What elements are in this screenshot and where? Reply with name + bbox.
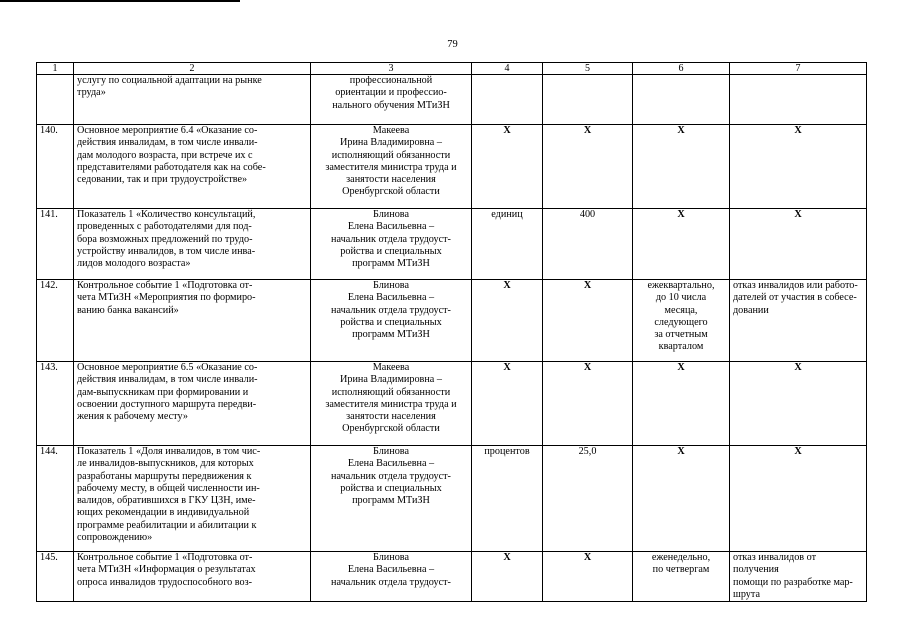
header-cell: 4	[472, 63, 543, 75]
row-number: 145.	[37, 552, 74, 602]
unit-cell: Х	[472, 280, 543, 362]
table-row	[37, 446, 867, 552]
measures-table	[36, 62, 867, 602]
table-row	[37, 552, 867, 602]
risk-cell: Х	[730, 362, 867, 446]
row-number	[37, 75, 74, 125]
term-cell: Х	[633, 446, 730, 552]
table-row	[37, 125, 867, 209]
value-cell: 400	[543, 209, 633, 280]
table-row	[37, 362, 867, 446]
term-cell: Х	[633, 209, 730, 280]
risk-cell: отказ инвалидов от получения помощи по разработке мар- шрута	[730, 552, 867, 602]
term-cell: еженедельно, по четвергам	[633, 552, 730, 602]
value-cell: Х	[543, 552, 633, 602]
header-cell: 2	[74, 63, 311, 75]
row-number: 142.	[37, 280, 74, 362]
responsible-person: Блинова Елена Васильевна – начальник отдела трудоуст-	[311, 552, 472, 602]
measure-name: услугу по социальной адаптации на рынке труда»	[74, 75, 311, 125]
row-number: 140.	[37, 125, 74, 209]
responsible-person: Блинова Елена Васильевна – начальник отдела трудоуст- ройства и специальных программ МТиЗН	[311, 209, 472, 280]
unit-cell	[472, 75, 543, 125]
measure-name: Показатель 1 «Доля инвалидов, в том чис- ле инвалидов-выпускников, для которых разработаны маршруты передвижения к рабочему месту, в общей численности ин- валидов, обратившихся в ГКУ ЦЗН, име- ющих рекомендации в индивидуальной программе реабилитации и абилитации к сопровождению»	[74, 446, 311, 552]
header-cell: 6	[633, 63, 730, 75]
unit-cell: процентов	[472, 446, 543, 552]
table-row	[37, 280, 867, 362]
responsible-person: Макеева Ирина Владимировна – исполняющий обязанности заместителя министра труда и занятости населения Оренбургской области	[311, 362, 472, 446]
risk-cell	[730, 75, 867, 125]
table-row	[37, 209, 867, 280]
term-cell: ежеквартально, до 10 числа месяца, следующего за отчетным кварталом	[633, 280, 730, 362]
row-number: 141.	[37, 209, 74, 280]
risk-cell: Х	[730, 209, 867, 280]
measure-name: Основное мероприятие 6.4 «Оказание со- действия инвалидам, в том числе инвали- дам молодого возраста, при встрече их с представителями работодателя как на собе- седовании, так и при трудоустройстве»	[74, 125, 311, 209]
term-cell	[633, 75, 730, 125]
top-rule	[0, 0, 240, 2]
risk-cell: отказ инвалидов или работо- дателей от участия в собесе- довании	[730, 280, 867, 362]
row-number: 144.	[37, 446, 74, 552]
header-cell: 7	[730, 63, 867, 75]
responsible-person: Блинова Елена Васильевна – начальник отдела трудоуст- ройства и специальных программ МТиЗН	[311, 446, 472, 552]
row-number: 143.	[37, 362, 74, 446]
risk-cell: Х	[730, 446, 867, 552]
responsible-person: Макеева Ирина Владимировна – исполняющий обязанности заместителя министра труда и занятости населения Оренбургской области	[311, 125, 472, 209]
measure-name: Показатель 1 «Количество консультаций, проведенных с работодателями для под- бора возможных предложений по трудо- устройству инвалидов, в том числе инва- лидов молодого возраста»	[74, 209, 311, 280]
measure-name: Контрольное событие 1 «Подготовка от- чета МТиЗН «Информация о результатах опроса инвалидов трудоспособного воз-	[74, 552, 311, 602]
measure-name: Контрольное событие 1 «Подготовка от- чета МТиЗН «Мероприятия по формиро- ванию банка вакансий»	[74, 280, 311, 362]
responsible-person: профессиональной ориентации и профессио- нального обучения МТиЗН	[311, 75, 472, 125]
unit-cell: Х	[472, 362, 543, 446]
value-cell: 25,0	[543, 446, 633, 552]
unit-cell: Х	[472, 125, 543, 209]
term-cell: Х	[633, 125, 730, 209]
unit-cell: Х	[472, 552, 543, 602]
risk-cell: Х	[730, 125, 867, 209]
value-cell	[543, 75, 633, 125]
table-row	[37, 75, 867, 125]
value-cell: Х	[543, 362, 633, 446]
header-cell: 5	[543, 63, 633, 75]
header-cell: 1	[37, 63, 74, 75]
responsible-person: Блинова Елена Васильевна – начальник отдела трудоуст- ройства и специальных программ МТиЗН	[311, 280, 472, 362]
value-cell: Х	[543, 280, 633, 362]
header-cell: 3	[311, 63, 472, 75]
term-cell: Х	[633, 362, 730, 446]
measure-name: Основное мероприятие 6.5 «Оказание со- действия инвалидам, в том числе инвали- дам-выпускникам при формировании и освоении доступного маршрута передви- жения к рабочему месту»	[74, 362, 311, 446]
unit-cell: единиц	[472, 209, 543, 280]
table-header-row	[37, 63, 867, 75]
value-cell: Х	[543, 125, 633, 209]
page-number: 79	[447, 39, 458, 50]
